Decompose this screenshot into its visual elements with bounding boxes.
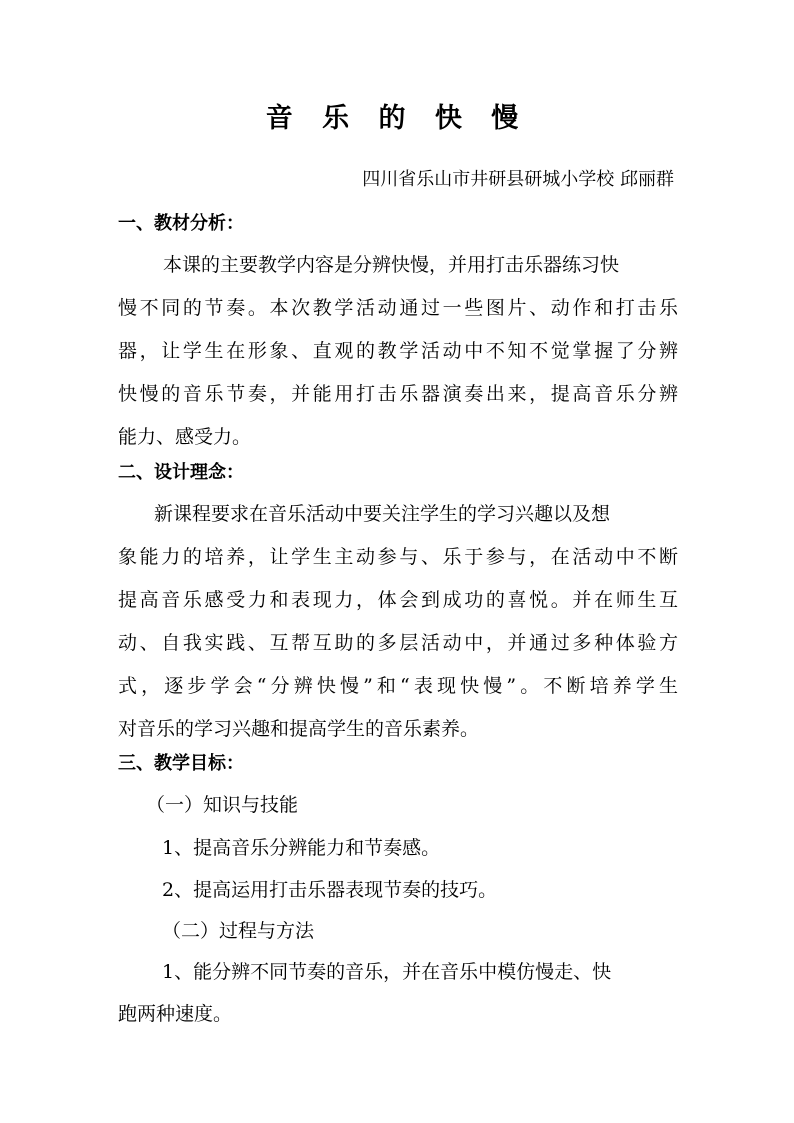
- subheading-knowledge-skills: （一）知识与技能: [146, 794, 299, 816]
- subheading-process-methods: （二）过程与方法: [162, 920, 315, 942]
- author-line: 四川省乐山市井研县研城小学校 邱丽群: [362, 169, 674, 190]
- paragraph-line: 器，让学生在形象、直观的教学活动中不知不觉掌握了分辨: [118, 340, 678, 362]
- paragraph-line: 对音乐的学习兴趣和提高学生的音乐素养。: [118, 718, 480, 740]
- paragraph-line: 动、自我实践、互帮互助的多层活动中，并通过多种体验方: [118, 632, 678, 654]
- paragraph-line: 提高音乐感受力和表现力，体会到成功的喜悦。并在师生互: [118, 589, 678, 611]
- paragraph-line: 式，逐步学会“分辨快慢”和“表现快慢”。不断培养学生: [118, 675, 678, 697]
- paragraph-line: 新课程要求在音乐活动中要关注学生的学习兴趣以及想: [154, 503, 611, 525]
- document-title: 音 乐 的 快 慢: [265, 103, 529, 134]
- objective-item: 2、提高运用打击乐器表现节奏的技巧。: [162, 879, 498, 901]
- paragraph-line: 象能力的培养，让学生主动参与、乐于参与，在活动中不断: [118, 546, 678, 568]
- paragraph-line: 快慢的音乐节奏，并能用打击乐器演奏出来，提高音乐分辨: [118, 383, 678, 405]
- section-body-design: [118, 502, 678, 760]
- objective-item-continued: 跑两种速度。: [118, 1003, 233, 1025]
- paragraph-line: 能力、感受力。: [118, 426, 252, 448]
- section-heading-objectives: 三、教学目标：: [118, 753, 244, 774]
- section-heading-design: 二、设计理念：: [118, 462, 244, 483]
- objective-item: 1、能分辨不同节奏的音乐，并在音乐中模仿慢走、快: [162, 961, 612, 983]
- section-heading-materials: 一、教材分析：: [118, 213, 244, 234]
- paragraph-line: 本课的主要教学内容是分辨快慢，并用打击乐器练习快: [144, 254, 620, 276]
- section-body-materials: [118, 253, 678, 468]
- paragraph-line: 慢不同的节奏。本次教学活动通过一些图片、动作和打击乐: [118, 297, 678, 319]
- objective-item: 1、提高音乐分辨能力和节奏感。: [162, 837, 441, 859]
